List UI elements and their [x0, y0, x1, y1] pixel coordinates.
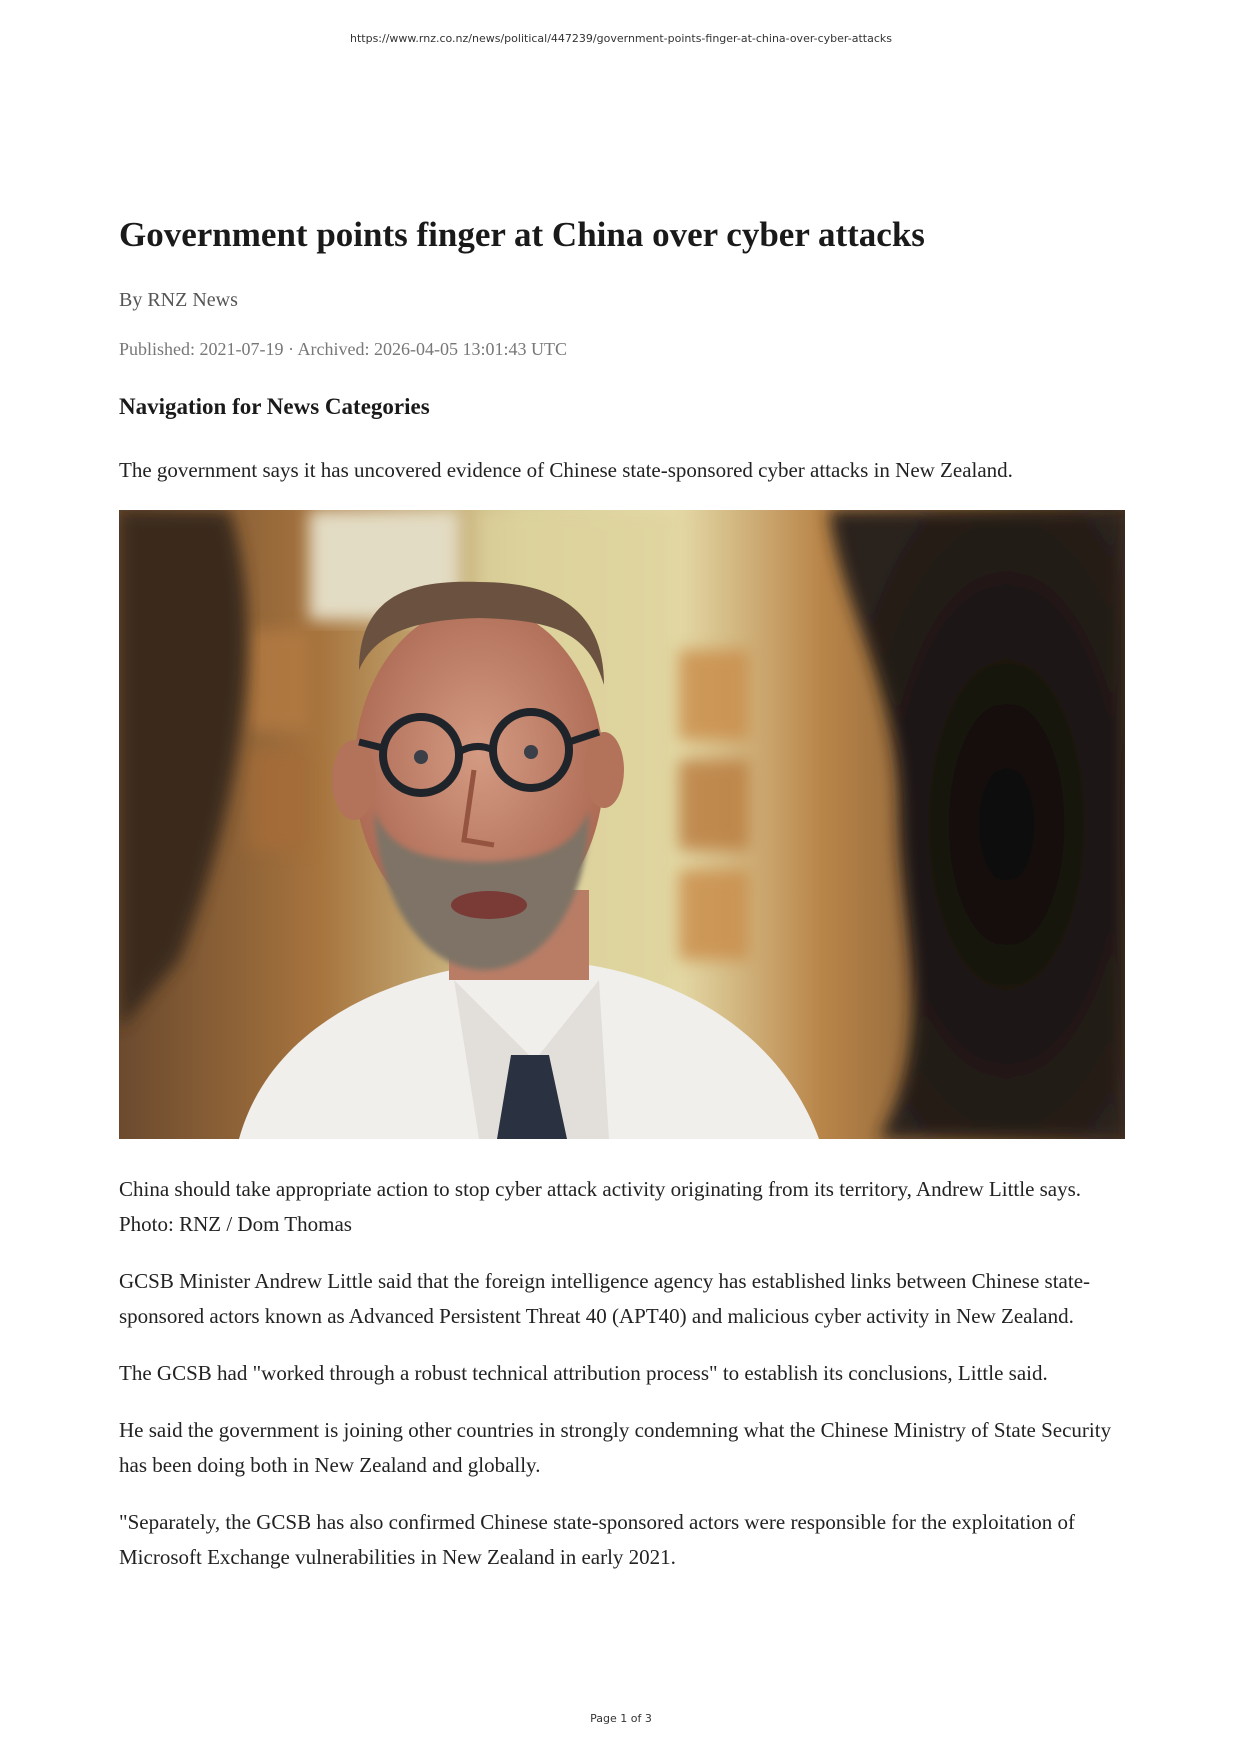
article-lede: The government says it has uncovered evidence of Chinese state-sponsored cyber attacks in New Zealand. [119, 458, 1013, 482]
page-number: Page 1 of 3 [590, 1712, 652, 1725]
article-photo [119, 510, 1125, 1139]
body-paragraph: "Separately, the GCSB has also confirmed Chinese state-sponsored actors were responsible for the exploitation of Microsoft Exchange vulnerabilities in New Zealand in early 2021. [119, 1510, 1076, 1569]
body-paragraph: The GCSB had "worked through a robust technical attribution process" to establish its conclusions, Little said. [119, 1361, 1048, 1385]
byline: By RNZ News [119, 289, 238, 311]
publish-meta: Published: 2021-07-19 · Archived: 2026-04-05 13:01:43 UTC [119, 339, 567, 359]
body-paragraph: He said the government is joining other countries in strongly condemning what the Chinese Ministry of State Security has been doing both in New Zealand and globally. [119, 1418, 1112, 1477]
article-body [119, 1172, 1125, 1597]
body-paragraph: GCSB Minister Andrew Little said that the foreign intelligence agency has established links between Chinese state-sponsored actors known as Advanced Persistent Threat 40 (APT40) and malicious cyber activity in New Zealand. [119, 1269, 1091, 1328]
article-title: Government points finger at China over cyber attacks [119, 215, 925, 254]
page-url: https://www.rnz.co.nz/news/political/447239/government-points-finger-at-china-over-cyber-attacks [350, 32, 892, 45]
nav-heading: Navigation for News Categories [119, 394, 430, 419]
photo-caption: China should take appropriate action to stop cyber attack activity originating from its territory, Andrew Little says. Photo: RNZ / Dom Thomas [119, 1177, 1082, 1236]
